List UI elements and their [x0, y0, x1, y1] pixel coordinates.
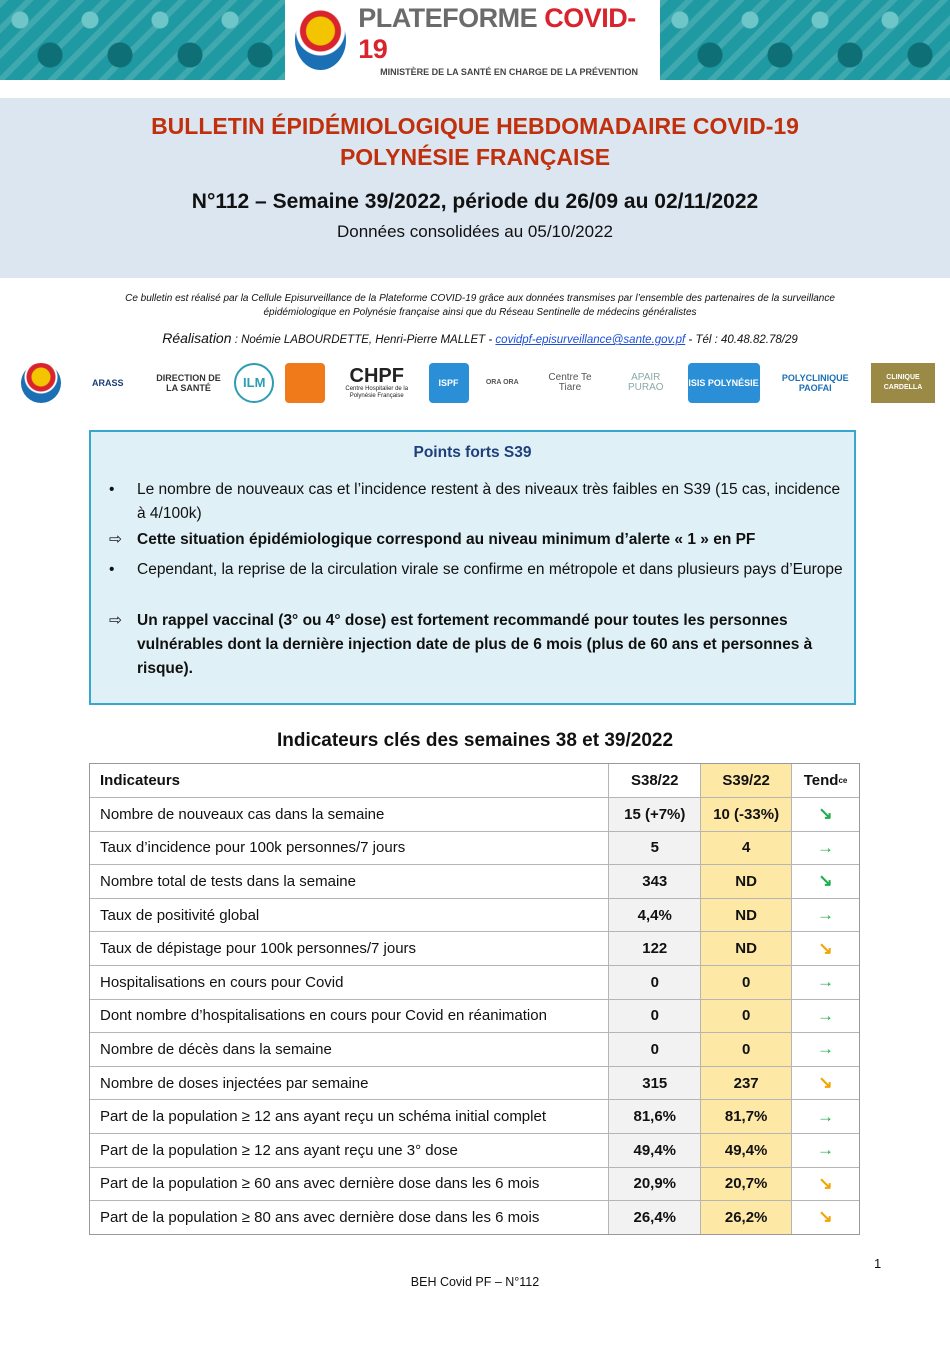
trend-cell [792, 832, 859, 865]
key-point-text: Cependant, la reprise de la circulation virale se confirme en métropole et dans plusieurs pays d’Europe [137, 561, 843, 578]
partner-logo-chpf [334, 363, 420, 403]
key-point-text: Cette situation épidémiologique correspond au niveau minimum d’alerte « 1 » en PF [137, 531, 756, 548]
trend-down-arrow-icon: ↘ [818, 871, 833, 891]
partner-name-cardella: CLINIQUE CARDELLA [883, 374, 923, 391]
trend-cell [792, 1134, 859, 1167]
value-s38: 81,6% [609, 1100, 701, 1133]
key-point-item [109, 478, 844, 526]
indicator-label: Nombre de nouveaux cas dans la semaine [90, 798, 609, 831]
partner-logo-isis [688, 363, 760, 403]
value-s38: 0 [609, 966, 701, 999]
trend-cell [792, 798, 859, 831]
value-s38: 26,4% [609, 1201, 701, 1234]
contact-email-link[interactable]: covidpf-episurveillance@sante.gov.pf [495, 334, 686, 346]
key-point-text: Un rappel vaccinal (3° ou 4° dose) est fortement recommandé pour toutes les personnes vulnérables dont la dernière injection date de plus de 6 mois (plus de 60 ans et personnes à risque). [137, 612, 813, 677]
indicator-label: Taux de positivité global [90, 899, 609, 932]
brand-title [358, 3, 660, 65]
partner-name-ilm: ILM [234, 363, 274, 403]
value-s39: 81,7% [701, 1100, 792, 1133]
arrow-right-icon: ⇨ [109, 531, 122, 548]
table-row [90, 965, 859, 999]
trend-down-arrow-icon: ↘ [818, 1073, 833, 1093]
trend-down-arrow-icon: ↘ [818, 938, 833, 958]
header-trend [792, 764, 859, 797]
brand-title-main: PLATEFORME [358, 3, 538, 33]
bulletin-issue: N°112 – Semaine 39/2022, période du 26/09 au 02/11/2022 [191, 190, 759, 213]
value-s39: 20,7% [701, 1168, 792, 1201]
partner-name-apair: APAIR PURAO [627, 372, 664, 393]
value-s39: 10 (-33%) [701, 798, 792, 831]
polynesia-emblem-icon [295, 10, 346, 70]
indicator-label: Taux d’incidence pour 100k personnes/7 jours [90, 832, 609, 865]
value-s39: ND [701, 899, 792, 932]
table-row [90, 1066, 859, 1100]
partner-name-arass: ARASS [91, 378, 124, 388]
bullet-icon: • [109, 561, 115, 578]
key-point-item [109, 609, 844, 681]
value-s39: 0 [701, 966, 792, 999]
value-s38: 0 [609, 1000, 701, 1033]
key-point-text: Le nombre de nouveaux cas et l’incidence restent à des niveaux très faibles en S39 (15 cas, incidence à 4/100k) [137, 481, 841, 522]
value-s39: ND [701, 865, 792, 898]
key-point-item [109, 528, 844, 552]
trend-down-arrow-icon: ↘ [818, 1207, 833, 1227]
partner-logo-figure-icon [285, 363, 325, 403]
indicator-label: Part de la population ≥ 12 ans ayant reçu un schéma initial complet [90, 1100, 609, 1133]
partner-logo-centre-te-tiare [536, 363, 604, 403]
trend-cell [792, 865, 859, 898]
header-s39: S39/22 [701, 764, 792, 797]
trend-cell [792, 1067, 859, 1100]
value-s39: 0 [701, 1033, 792, 1066]
partner-name-chpf: CHPF [349, 365, 404, 387]
partner-logo-arass [71, 363, 145, 403]
table-row [90, 999, 859, 1033]
header-s38: S38/22 [609, 764, 701, 797]
table-row [90, 931, 859, 965]
indicator-label: Part de la population ≥ 12 ans ayant reçu une 3° dose [90, 1134, 609, 1167]
realisation-line [95, 330, 865, 346]
header-indicator: Indicateurs [90, 764, 609, 797]
partner-logo-cardella [871, 363, 935, 403]
page-number: 1 [874, 1256, 882, 1271]
value-s39: 0 [701, 1000, 792, 1033]
partner-logo-apair [613, 363, 679, 403]
indicator-label: Part de la population ≥ 80 ans avec dernière dose dans les 6 mois [90, 1201, 609, 1234]
table-row [90, 864, 859, 898]
indicator-label: Nombre de décès dans la semaine [90, 1033, 609, 1066]
trend-flat-arrow-icon: → [817, 1039, 835, 1059]
value-s38: 315 [609, 1067, 701, 1100]
value-s38: 343 [609, 865, 701, 898]
trend-cell [792, 1000, 859, 1033]
trend-cell [792, 1201, 859, 1234]
trend-flat-arrow-icon: → [817, 1005, 835, 1025]
table-row [90, 898, 859, 932]
table-row [90, 797, 859, 831]
partner-name-centre-te-tiare: Centre Te Tiare [548, 372, 592, 393]
indicators-table [89, 763, 860, 1235]
decorative-pattern-left [0, 0, 285, 80]
value-s38: 122 [609, 932, 701, 965]
value-s38: 4,4% [609, 899, 701, 932]
arrow-right-icon: ⇨ [109, 612, 122, 629]
header-trend-sup: ce [838, 776, 848, 785]
trend-cell [792, 1168, 859, 1201]
trend-flat-arrow-icon: → [817, 1140, 835, 1160]
partner-logo-ora-ora [477, 363, 527, 403]
table-row [90, 1200, 859, 1234]
decorative-pattern-right [660, 0, 950, 80]
value-s39: 49,4% [701, 1134, 792, 1167]
value-s38: 49,4% [609, 1134, 701, 1167]
value-s39: ND [701, 932, 792, 965]
partner-name-chpf-full: Centre Hospitalier de la Polynésie Française [345, 386, 409, 399]
header-banner [0, 0, 950, 80]
value-s38: 0 [609, 1033, 701, 1066]
trend-cell [792, 1100, 859, 1133]
credit-text: Ce bulletin est réalisé par la Cellule Episurveillance de la Plateforme COVID-19 grâce aux données transmises par l’ensemble des partenaires de la surveillance épidémiologique en Polynésie française ainsi que du Réseau Sentinelle de médecins généralistes [125, 293, 835, 318]
table-row [90, 1099, 859, 1133]
indicator-label: Nombre total de tests dans la semaine [90, 865, 609, 898]
indicator-label: Hospitalisations en cours pour Covid [90, 966, 609, 999]
indicator-label: Dont nombre d’hospitalisations en cours pour Covid en réanimation [90, 1000, 609, 1033]
brand-title-accent: COVID-19 [358, 3, 636, 64]
bulletin-consolidation-date: Données consolidées au 05/10/2022 [337, 222, 613, 241]
trend-cell [792, 899, 859, 932]
indicator-label: Part de la population ≥ 60 ans avec dernière dose dans les 6 mois [90, 1168, 609, 1201]
realisation-tel: - Tél : 40.48.82.78/29 [685, 334, 798, 346]
value-s38: 15 (+7%) [609, 798, 701, 831]
partner-logo-paofai [768, 363, 862, 403]
partner-name-ora-ora: ORA ORA [485, 379, 519, 386]
trend-cell [792, 966, 859, 999]
key-point-item [109, 558, 844, 582]
value-s39: 237 [701, 1067, 792, 1100]
partner-name-paofai: POLYCLINIQUE PAOFAI [781, 373, 849, 393]
indicator-label: Nombre de doses injectées par semaine [90, 1067, 609, 1100]
value-s39: 4 [701, 832, 792, 865]
partner-logos [20, 360, 935, 406]
bulletin-title-block [0, 98, 950, 278]
table-row [90, 831, 859, 865]
table-row [90, 1167, 859, 1201]
value-s39: 26,2% [701, 1201, 792, 1234]
realisation-names: : Noémie LABOURDETTE, Henri-Pierre MALLET - [231, 334, 496, 346]
value-s38: 5 [609, 832, 701, 865]
partner-name-ispf: ISPF [438, 378, 459, 388]
bullet-icon: • [109, 481, 115, 498]
partner-name-direction-sante: DIRECTION DE LA SANTÉ [156, 373, 221, 393]
partner-logo-ilm [232, 363, 276, 403]
platform-logo [285, 0, 660, 80]
bulletin-region: POLYNÉSIE FRANÇAISE [339, 144, 611, 170]
table-row [90, 1133, 859, 1167]
trend-flat-arrow-icon: → [817, 837, 835, 857]
trend-flat-arrow-icon: → [817, 1106, 835, 1126]
indicators-table-title: Indicateurs clés des semaines 38 et 39/2022 [276, 730, 674, 751]
trend-down-arrow-icon: ↘ [818, 1173, 833, 1193]
trend-flat-arrow-icon: → [817, 972, 835, 992]
realisation-label: Réalisation [162, 330, 232, 346]
table-body [90, 797, 859, 1234]
trend-cell [792, 932, 859, 965]
key-points-title: Points forts S39 [413, 444, 532, 461]
partner-name-isis: ISIS POLYNÉSIE [688, 378, 759, 388]
key-points-box [89, 430, 856, 705]
partner-logo-direction-sante [154, 363, 224, 403]
partner-logo-ispf [429, 363, 469, 403]
trend-down-arrow-icon: ↘ [818, 804, 833, 824]
trend-flat-arrow-icon: → [817, 905, 835, 925]
indicator-label: Taux de dépistage pour 100k personnes/7 jours [90, 932, 609, 965]
table-header-row [90, 764, 859, 797]
partner-logo-emblem [20, 363, 62, 403]
brand-subtitle: MINISTÈRE DE LA SANTÉ EN CHARGE DE LA PRÉVENTION [380, 67, 639, 77]
header-trend-label: Tend [803, 772, 839, 789]
table-row [90, 1032, 859, 1066]
value-s38: 20,9% [609, 1168, 701, 1201]
trend-cell [792, 1033, 859, 1066]
bulletin-title: BULLETIN ÉPIDÉMIOLOGIQUE HEBDOMADAIRE COVID-19 [151, 113, 799, 139]
page-footer: BEH Covid PF – N°112 [410, 1275, 540, 1289]
